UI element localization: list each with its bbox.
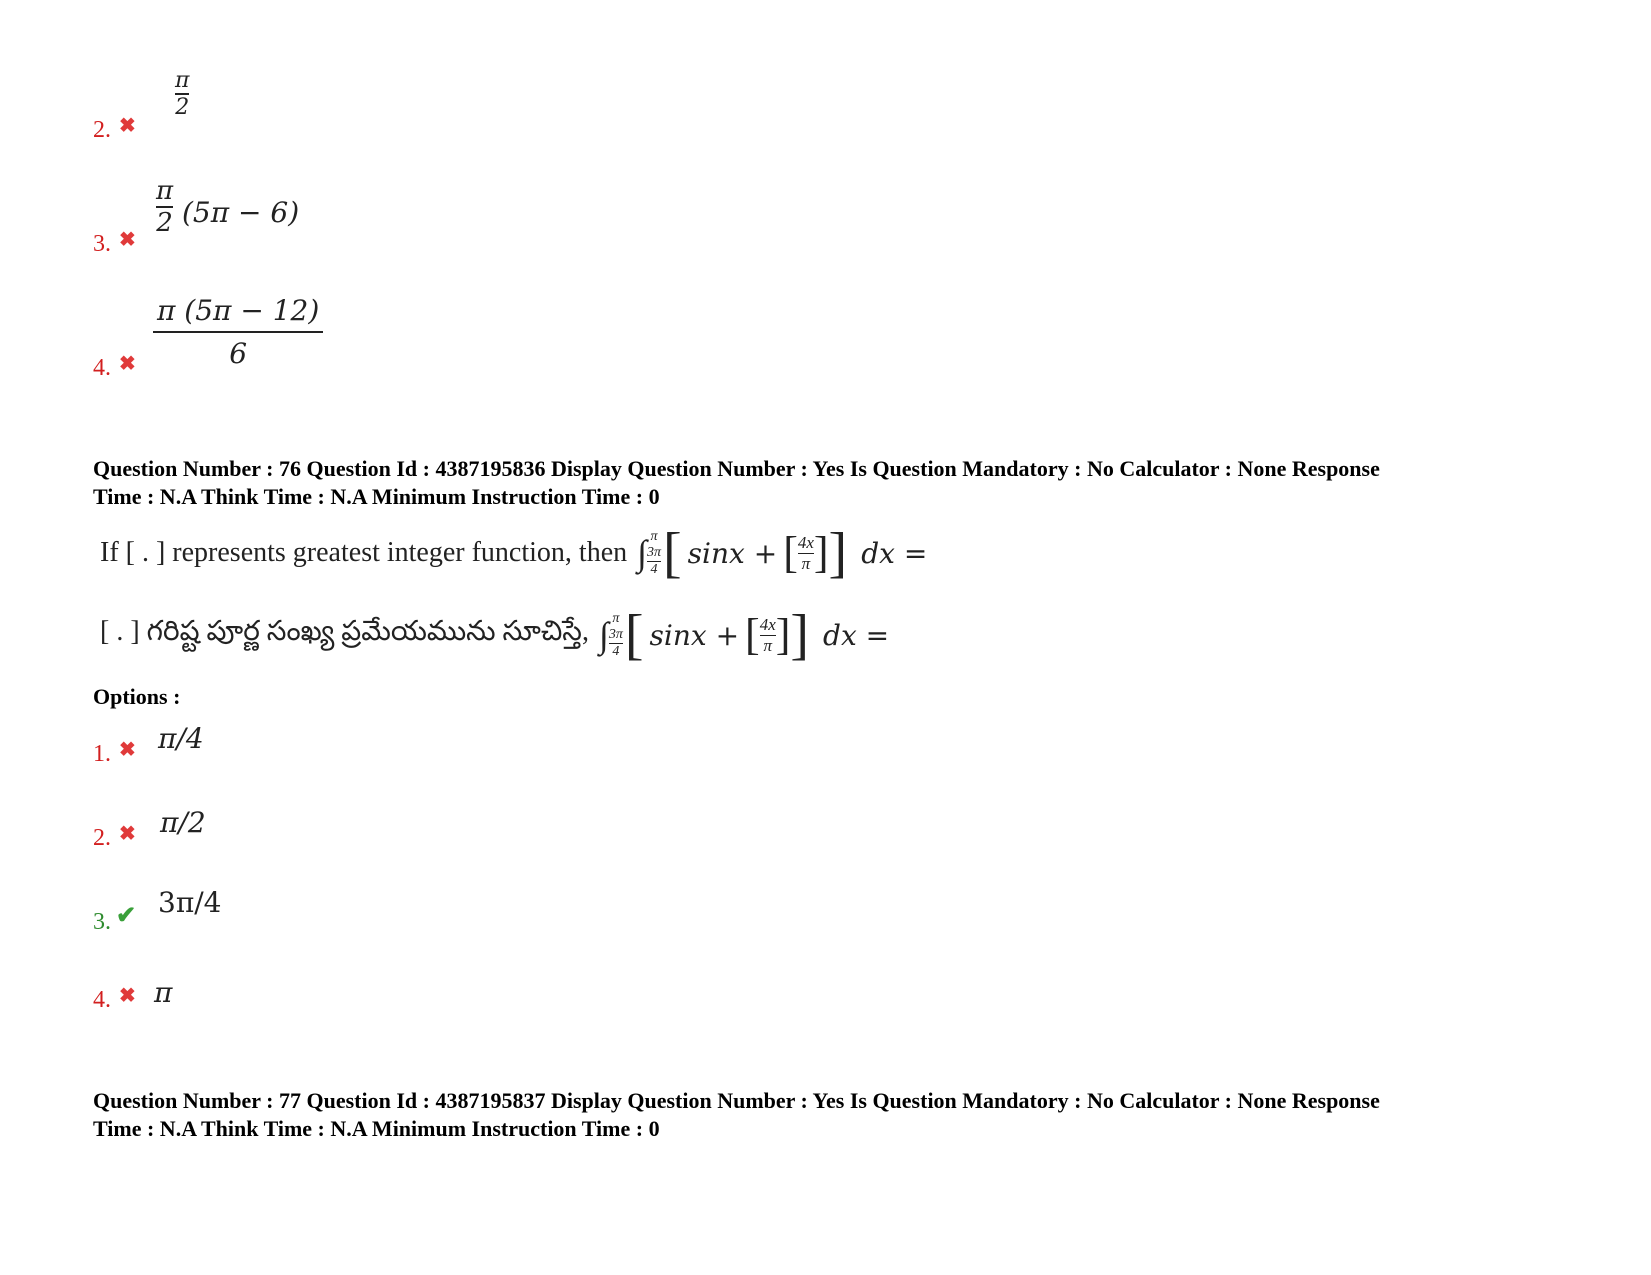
- meta-line-2: Time : N.A Think Time : N.A Minimum Instruction Time : 0: [93, 1116, 660, 1141]
- inner-right-bracket-icon: ]: [775, 610, 791, 659]
- lower-limit-den: 4: [612, 643, 620, 659]
- fraction-numerator: π (5π − 12): [157, 294, 320, 327]
- option-text: π/4: [158, 722, 204, 755]
- inner-denominator: π: [801, 553, 811, 573]
- wrong-icon: ✖: [119, 229, 136, 251]
- integral-limits: [647, 529, 661, 578]
- wrong-icon: ✖: [119, 985, 136, 1007]
- correct-check-icon: ✔: [116, 903, 137, 929]
- lower-limit-den: 4: [650, 561, 658, 577]
- integrand-sin: sinx +: [649, 618, 740, 652]
- integral-tail: dx =: [823, 618, 890, 652]
- inner-left-bracket-icon: [: [783, 528, 798, 577]
- option-fraction: [156, 176, 173, 238]
- integral-sign-icon: ∫: [598, 615, 609, 655]
- option-fraction: [175, 68, 189, 120]
- option-number: 4.: [93, 987, 111, 1013]
- left-bracket-icon: [: [624, 604, 644, 666]
- inner-numerator: 4x: [759, 614, 776, 634]
- wrong-icon: ✖: [119, 823, 136, 845]
- inner-right-bracket-icon: ]: [813, 528, 829, 577]
- option-number: 2.: [93, 825, 111, 851]
- upper-limit: π: [612, 610, 620, 626]
- inner-denominator: π: [763, 635, 772, 655]
- upper-limit: π: [650, 528, 658, 544]
- option-number: 3.: [93, 231, 111, 257]
- inner-left-bracket-icon: [: [745, 610, 760, 659]
- meta-line-1: Question Number : 77 Question Id : 4387195837 Display Question Number : Yes Is Question Mandatory : No Calculator : None Response: [93, 1088, 1380, 1113]
- question-prefix: If [ . ] represents greatest integer function, then: [100, 537, 628, 568]
- inner-fraction: [760, 615, 776, 656]
- wrong-icon: ✖: [119, 353, 136, 375]
- fraction-denominator: 2: [156, 208, 173, 238]
- option-text: π: [154, 976, 173, 1009]
- fraction-numerator: π: [156, 176, 174, 206]
- option-text: π/2: [160, 806, 206, 839]
- fraction-denominator: 6: [229, 337, 248, 370]
- option-fraction: [153, 294, 323, 370]
- option-number: 4.: [93, 355, 111, 381]
- question-prefix-telugu: [ . ] గరిష్ట పూర్ణ సంఖ్య ప్రమేయమును సూచిస్తే,: [100, 616, 589, 647]
- fraction-numerator: π: [175, 68, 190, 93]
- inner-fraction: [798, 533, 814, 574]
- option-number: 2.: [93, 117, 111, 143]
- integral-limits: [609, 611, 623, 660]
- meta-line-1: Question Number : 76 Question Id : 4387195836 Display Question Number : Yes Is Question Mandatory : No Calculator : None Response: [93, 456, 1380, 481]
- integral-expression: [637, 522, 928, 584]
- question-76-meta: [93, 455, 1573, 511]
- question-77-meta: [93, 1087, 1573, 1143]
- meta-line-2: Time : N.A Think Time : N.A Minimum Instruction Time : 0: [93, 484, 660, 509]
- question-text-telugu: [100, 600, 889, 670]
- integral-expression: [598, 604, 890, 666]
- option-number: 3.: [93, 909, 111, 935]
- integral-tail: dx =: [861, 536, 928, 570]
- option-number: 1.: [93, 741, 111, 767]
- integral-sign-icon: ∫: [637, 533, 647, 573]
- options-label: Options :: [93, 684, 181, 709]
- lower-limit-num: 3π: [608, 626, 623, 642]
- left-bracket-icon: [: [663, 522, 682, 584]
- integrand-sin: sinx +: [687, 536, 778, 570]
- fraction-denominator: 2: [175, 95, 190, 120]
- wrong-icon: ✖: [119, 739, 136, 761]
- question-text-english: [100, 518, 927, 588]
- inner-numerator: 4x: [797, 532, 814, 552]
- right-bracket-icon: ]: [790, 604, 810, 666]
- option-text: 3π/4: [158, 886, 222, 919]
- right-bracket-icon: ]: [828, 522, 848, 584]
- wrong-icon: ✖: [119, 115, 136, 137]
- lower-limit-num: 3π: [647, 544, 662, 560]
- option-expression: (5π − 6): [182, 196, 300, 229]
